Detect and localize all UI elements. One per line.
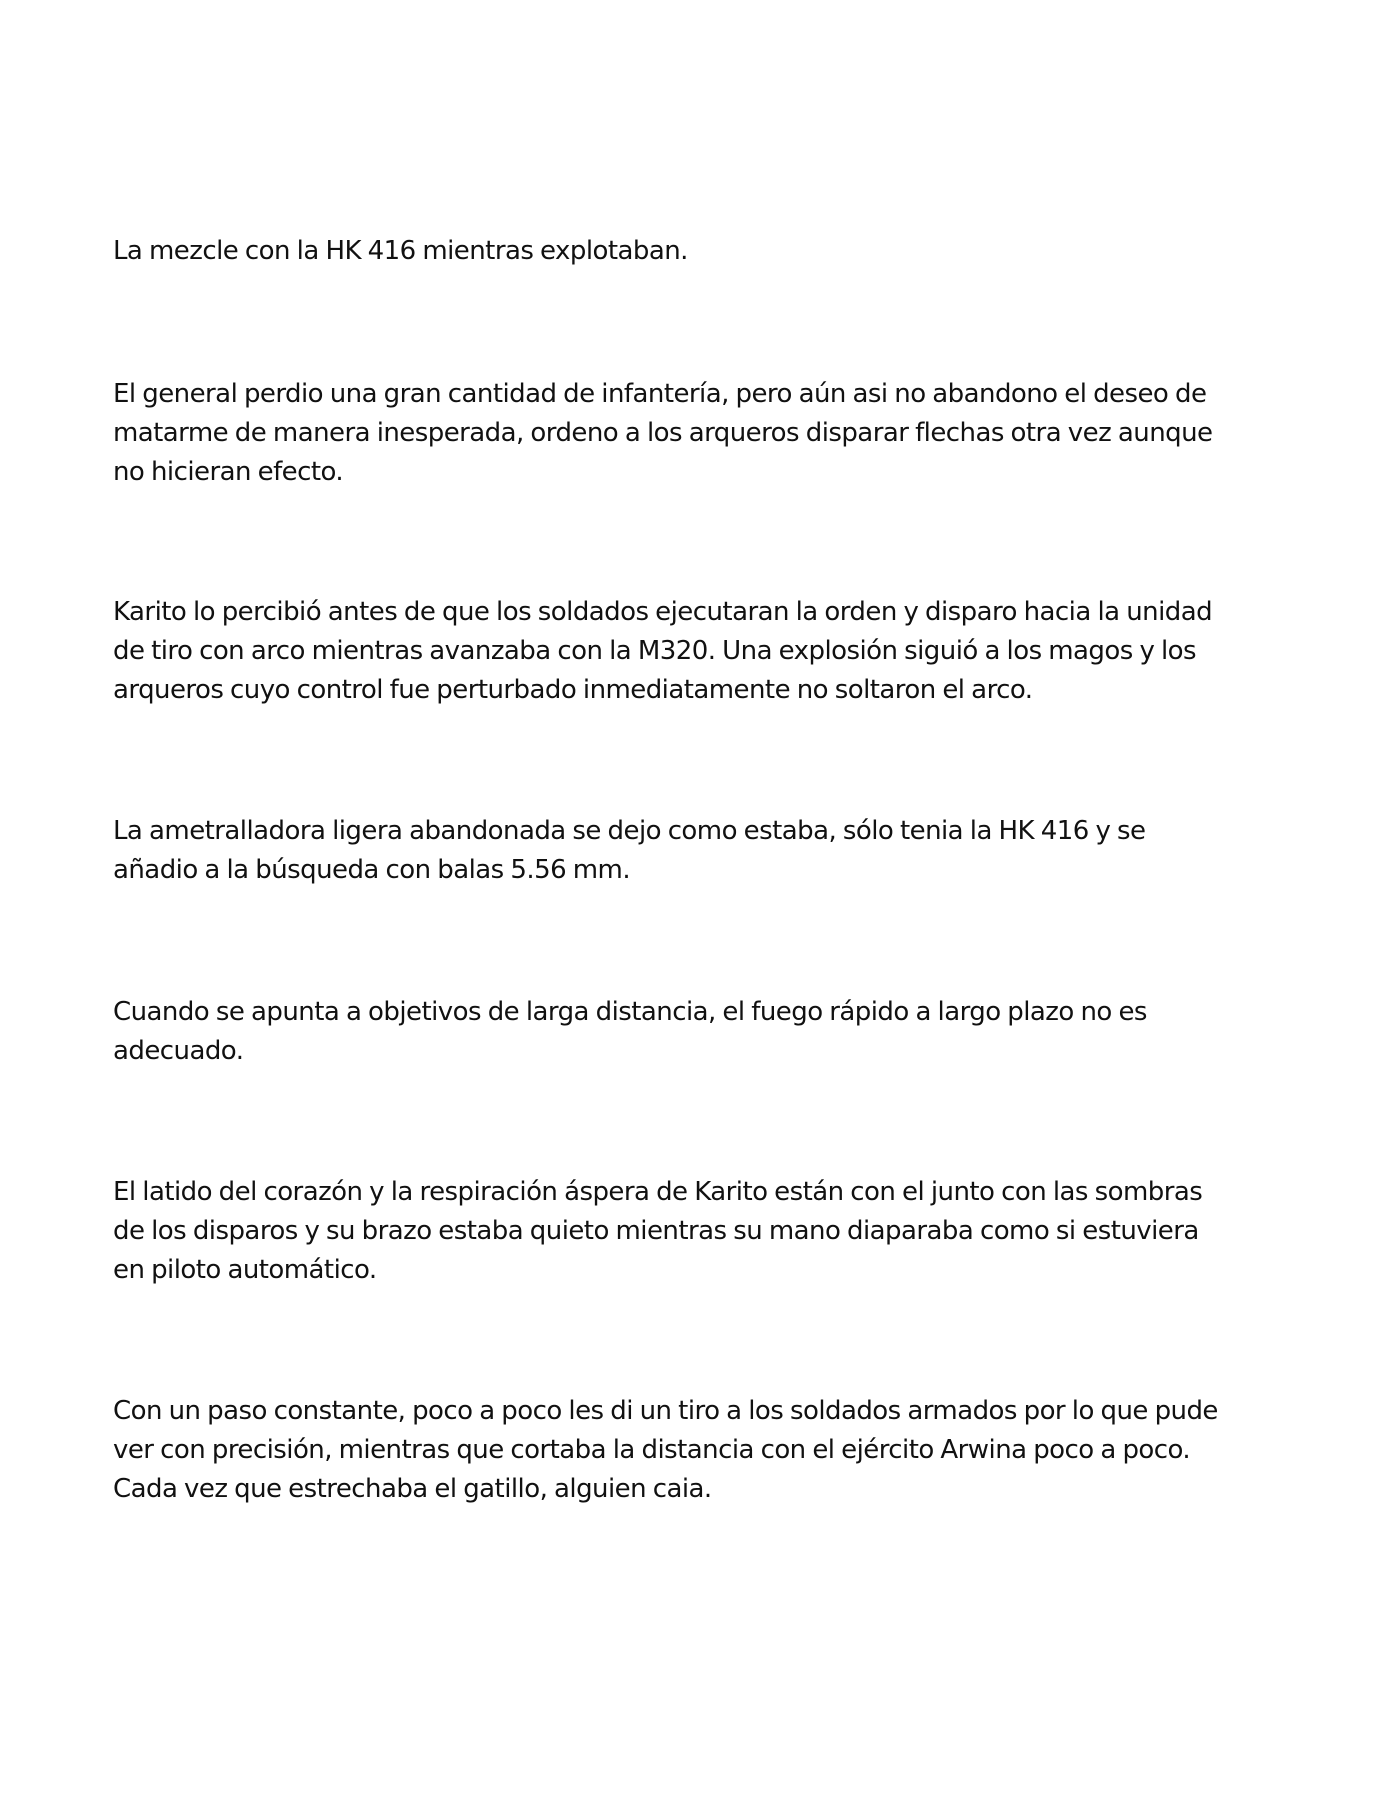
- paragraph-7: Con un paso constante, poco a poco les di un tiro a los soldados armados por lo que pude ver con precisión, mientras que cortaba la distancia con el ejército Arwina poco a poco. Cada vez que estrechaba el gatillo, alguien caia.: [113, 1396, 1218, 1504]
- paragraph-5: Cuando se apunta a objetivos de larga distancia, el fuego rápido a largo plazo no es adecuado.: [113, 997, 1147, 1066]
- paragraph-4: La ametralladora ligera abandonada se dejo como estaba, sólo tenia la HK 416 y se añadio a la búsqueda con balas 5.56 mm.: [113, 816, 1146, 885]
- paragraph-6: El latido del corazón y la respiración áspera de Karito están con el junto con las sombras de los disparos y su brazo estaba quieto mientras su mano diaparaba como si estuviera en piloto automático.: [113, 1177, 1203, 1285]
- paragraph-2: El general perdio una gran cantidad de infantería, pero aún asi no abandono el deseo de matarme de manera inesperada, ordeno a los arqueros disparar flechas otra vez aunque no hicieran efecto.: [113, 379, 1213, 487]
- paragraph-1: La mezcle con la HK 416 mientras explotaban.: [113, 236, 688, 266]
- paragraph-3: Karito lo percibió antes de que los soldados ejecutaran la orden y disparo hacia la unidad de tiro con arco mientras avanzaba con la M320. Una explosión siguió a los magos y los arqueros cuyo control fue perturbado inmediatamente no soltaron el arco.: [113, 597, 1213, 705]
